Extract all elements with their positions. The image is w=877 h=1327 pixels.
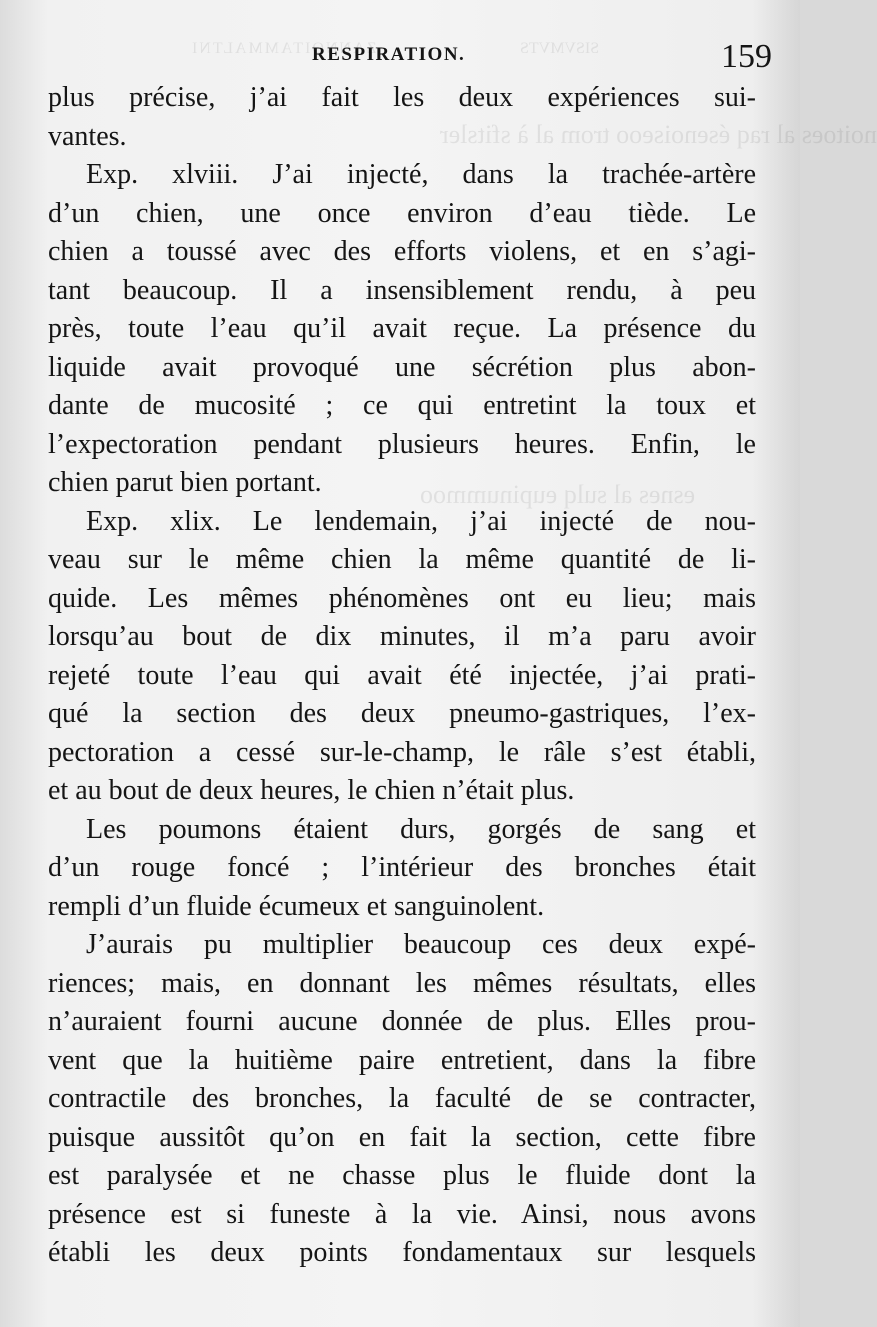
text-line: dante de mucosité ; ce qui entretint la toux et bbox=[48, 390, 756, 421]
text-line: veau sur le même chien la même quantité de li- bbox=[48, 544, 756, 575]
text-line: riences; mais, en donnant les mêmes résultats, elles bbox=[48, 967, 756, 999]
bleed-through-heading-2: SISVMVTS bbox=[520, 40, 600, 57]
experiment-48-heading-line: Exp. xlviii. J’ai injecté, dans la trachée-artère bbox=[86, 159, 756, 190]
text-line: l’expectoration pendant plusieurs heures. Enfin, le bbox=[48, 428, 756, 460]
text-line: chien parut bien portant. bbox=[48, 467, 322, 498]
text-line: rejeté toute l’eau qui avait été injectée, j’ai prati- bbox=[48, 659, 756, 691]
text-line: quide. Les mêmes phénomènes ont eu lieu; mais bbox=[48, 582, 756, 614]
bleed-through-text-2: esnes al sulq eupinummoo bbox=[420, 480, 696, 509]
page-header bbox=[0, 38, 800, 78]
text-line: présence est si funeste à la vie. Ainsi, nous avons bbox=[48, 1198, 756, 1230]
text-line: près, toute l’eau qu’il avait reçue. La présence du bbox=[48, 313, 756, 344]
text-line: pectoration a cessé sur-le-champ, le râle s’est établi, bbox=[48, 736, 756, 768]
bleed-through-heading: ZANNOITAMMALTNI bbox=[190, 40, 377, 57]
text-line: n’auraient fourni aucune donnée de plus. Elles prou- bbox=[48, 1006, 756, 1037]
paragraph-start-line: J’aurais pu multiplier beaucoup ces deux expé- bbox=[86, 929, 756, 960]
text-line: établi les deux points fondamentaux sur lesquels bbox=[48, 1237, 756, 1268]
paragraph-start-line: Les poumons étaient durs, gorgés de sang et bbox=[86, 813, 756, 845]
text-line: rempli d’un fluide écumeux et sanguinolent. bbox=[48, 890, 545, 922]
text-line: d’un rouge foncé ; l’intérieur des bronches était bbox=[48, 852, 756, 883]
running-head: RESPIRATION. bbox=[312, 44, 466, 65]
text-line: et au bout de deux heures, le chien n’était plus. bbox=[48, 775, 575, 806]
text-line: chien a toussé avec des efforts violens, et en s’agi- bbox=[48, 236, 756, 267]
experiment-49-heading-line: Exp. xlix. Le lendemain, j’ai injecté de nou- bbox=[86, 505, 756, 537]
bleed-through-text-1: noitoes al raq ésenoiseoo trom al à sfitsler bbox=[440, 120, 877, 149]
text-line: contractile des bronches, la faculté de se contracter, bbox=[48, 1083, 756, 1114]
text-line: vent que la huitième paire entretient, dans la fibre bbox=[48, 1044, 756, 1076]
text-line: plus précise, j’ai fait les deux expériences sui- bbox=[48, 82, 756, 113]
text-line: lorsqu’au bout de dix minutes, il m’a paru avoir bbox=[48, 621, 756, 652]
page-number: 159 bbox=[721, 38, 772, 75]
text-line: puisque aussitôt qu’on en fait la section, cette fibre bbox=[48, 1121, 756, 1153]
text-line: vantes. bbox=[48, 120, 127, 152]
body-text bbox=[48, 79, 756, 1273]
text-line: est paralysée et ne chasse plus le fluide dont la bbox=[48, 1160, 756, 1191]
text-line: qué la section des deux pneumo-gastriques, l’ex- bbox=[48, 698, 756, 729]
text-line: d’un chien, une once environ d’eau tiède. Le bbox=[48, 197, 756, 229]
text-line: tant beaucoup. Il a insensiblement rendu, à peu bbox=[48, 274, 756, 306]
text-line: liquide avait provoqué une sécrétion plus abon- bbox=[48, 351, 756, 383]
